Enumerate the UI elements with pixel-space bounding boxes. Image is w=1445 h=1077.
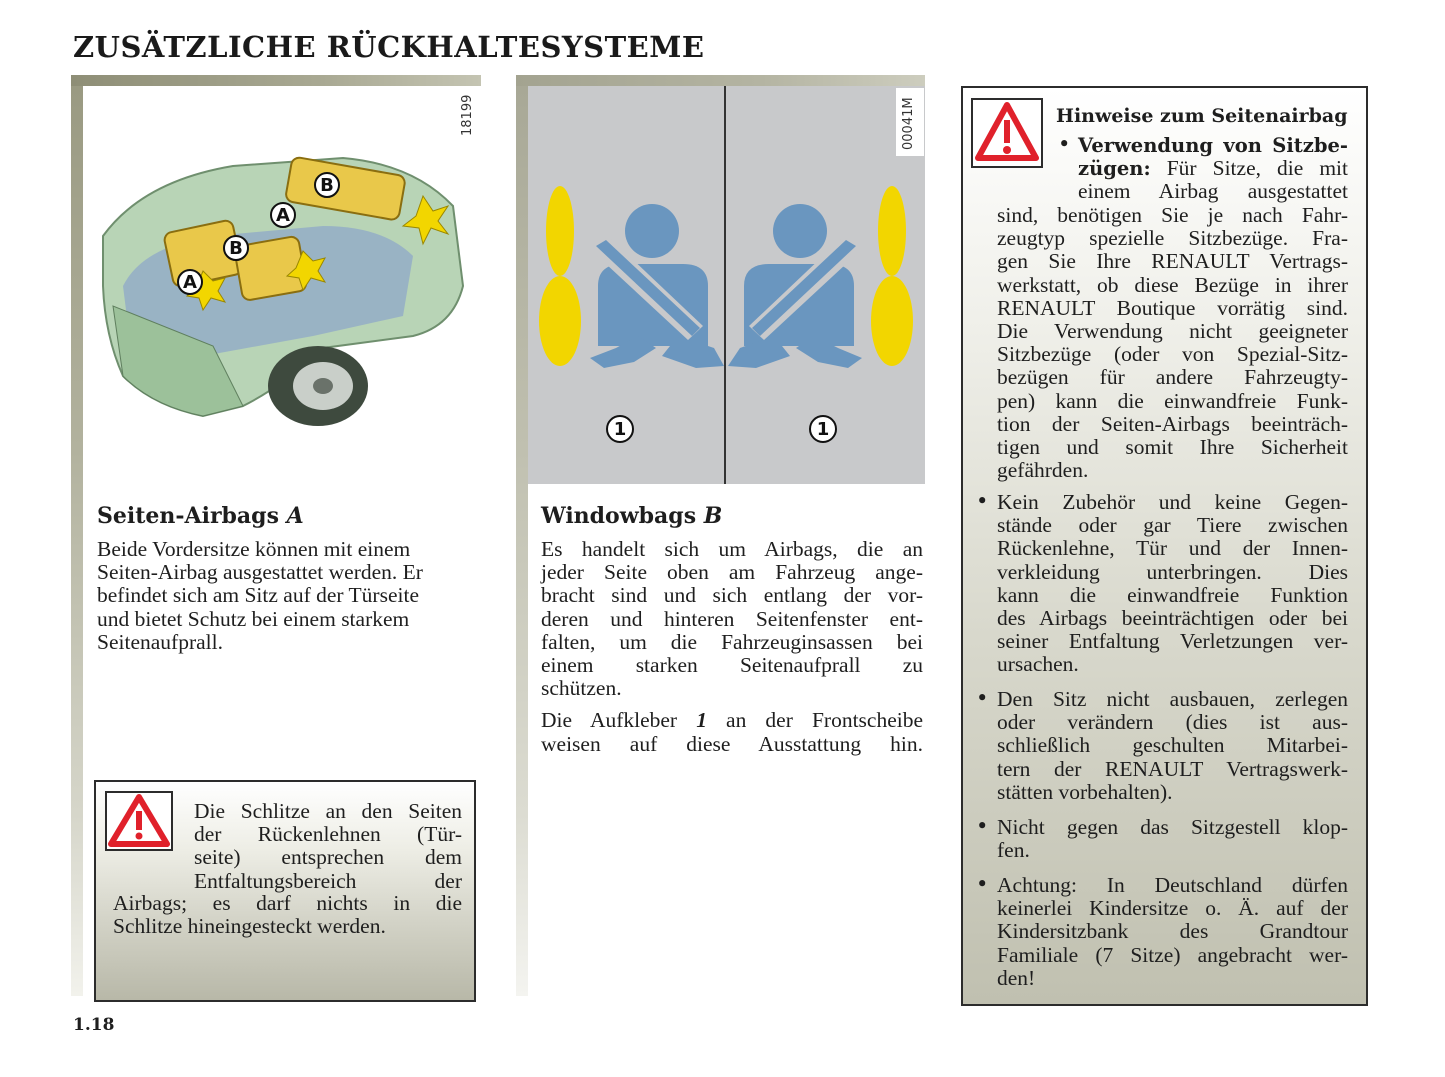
text-line: sind, benötigen Sie je nach Fahr-	[997, 203, 1348, 227]
sticker-note	[541, 709, 923, 755]
text-line: schließlich geschulten Mitarbei-	[997, 733, 1348, 758]
text-line: gen Sie Ihre RENAULT Vertrags-	[997, 249, 1348, 274]
text-line: tern der RENAULT Vertragswerk-	[997, 756, 1348, 781]
heading-text: Seiten-Airbags	[97, 503, 279, 529]
text-line: Airbags; es darf nichts in die	[113, 891, 462, 915]
column-header-bar	[516, 75, 925, 86]
windowbags-section	[541, 503, 923, 756]
heading-text: Windowbags	[541, 503, 697, 529]
text-line: keinerlei Kindersitze o. Ä. auf der	[997, 896, 1348, 921]
side-airbags-text	[97, 538, 479, 654]
warning-icon-frame	[105, 791, 173, 851]
notes-bullet-3	[997, 688, 1348, 804]
text-line: Sitzbezüge (oder von Spezial-Sitz-	[997, 342, 1348, 367]
text-line: jeder Seite oben am Fahrzeug ange-	[541, 560, 923, 585]
column-header-bar	[71, 75, 481, 86]
text-line: seite) entsprechen dem	[194, 845, 462, 870]
heading-letter: B	[703, 503, 723, 529]
heading-letter: A	[286, 503, 304, 529]
text-line: bracht sind und sich entlang der vor-	[541, 583, 923, 608]
text-line: pen) kann die einwandfreie Funk-	[997, 388, 1348, 413]
bullet: •	[976, 489, 989, 513]
bullet: •	[1058, 132, 1071, 156]
bold-fragment: zügen:	[1078, 157, 1151, 181]
text-line: seiner Entfaltung Verletzungen ver-	[997, 629, 1348, 654]
figure-ref-code: 18199	[460, 94, 475, 136]
slots-warning-box	[94, 780, 476, 1002]
car-label: A	[276, 205, 290, 226]
car-cutaway-icon	[83, 86, 481, 484]
text-line: einem starken Seitenaufprall zu	[541, 653, 923, 678]
slots-warning-text	[194, 800, 462, 893]
text-line: tigen und somit Ihre Sicherheit	[997, 435, 1348, 460]
notes-bullet-1-cont	[997, 204, 1348, 482]
text-line: stätten vorbehalten).	[997, 779, 1173, 804]
bullet: •	[976, 814, 989, 838]
sticker-line-2: weisen auf diese Ausstattung hin.	[541, 731, 923, 756]
text-line: Rückenlehne, Tür und der Innen-	[997, 536, 1348, 561]
text-line: stände oder gar Tiere zwischen	[997, 513, 1348, 538]
text-line: Familiale (7 Sitze) angebracht wer-	[997, 942, 1348, 967]
column-side-bar	[71, 86, 83, 996]
text-line: ursachen.	[997, 652, 1079, 677]
text-line: Seiten-Airbag ausgestattet werden. Er	[97, 560, 423, 585]
side-airbag-notes-box	[961, 86, 1368, 1006]
text-line: RENAULT Boutique vorrätig sind.	[997, 295, 1348, 320]
text-line: kann die einwandfreie Funktion	[997, 582, 1348, 607]
text-line: Entfaltungsbereich der	[194, 868, 462, 893]
bullet: •	[976, 872, 989, 896]
text-line: tion der Seiten-Airbags beeinträch-	[997, 411, 1348, 436]
text-fragment: an der Frontscheibe	[726, 708, 924, 733]
windowbags-heading	[541, 503, 923, 529]
warning-triangle-icon	[973, 100, 1041, 166]
sticker-number: 1	[696, 708, 707, 733]
text-line: den!	[997, 965, 1036, 990]
text-line: gefährden.	[997, 458, 1089, 483]
text-line: Verwendung von Sitzbe-	[1078, 134, 1348, 157]
text-line: schützen.	[541, 676, 622, 701]
car-label: B	[229, 238, 243, 259]
text-line: Kindersitzbank des Grandtour	[997, 919, 1348, 944]
notes-bullet-1	[1078, 134, 1348, 204]
text-line: befindet sich am Sitz auf der Türseite	[97, 583, 419, 608]
text-line: oder verändern (dies ist aus-	[997, 710, 1348, 735]
text-fragment: Die Aufkleber	[541, 708, 678, 733]
car-airbag-illustration	[83, 86, 481, 484]
seated-occupant-icon	[528, 86, 925, 484]
text-line: Nicht gegen das Sitzgestell klop-	[997, 815, 1348, 839]
sticker-marker: 1	[613, 419, 627, 440]
column-side-bar	[516, 86, 528, 996]
text-line: Kein Zubehör und keine Gegen-	[997, 490, 1348, 514]
notes-bullet-4	[997, 816, 1348, 862]
text-line: Die Schlitze an den Seiten	[194, 799, 462, 823]
text-line: des Airbags beeinträchtigen oder bei	[997, 606, 1348, 631]
text-line: fen.	[997, 838, 1030, 863]
text-line: einem Airbag ausgestattet	[1078, 179, 1348, 204]
windowbags-text	[541, 538, 923, 700]
warning-icon-frame	[971, 98, 1043, 168]
text-line: Beide Vordersitze können mit einem	[97, 537, 411, 561]
text-line: Es handelt sich um Airbags, die an	[541, 537, 923, 561]
windowbag-illustration	[528, 86, 925, 484]
text-line: Den Sitz nicht ausbauen, zerlegen	[997, 687, 1348, 711]
text-line: deren und hinteren Seitenfenster ent-	[541, 606, 923, 631]
side-airbags-heading	[97, 503, 479, 529]
text-line: Achtung: In Deutschland dürfen	[997, 873, 1348, 897]
page-title: ZUSÄTZLICHE RÜCKHALTESYSTEME	[73, 30, 705, 64]
car-label: A	[183, 272, 197, 293]
warning-triangle-icon	[107, 793, 171, 849]
text-line: werkstatt, ob diese Bezüge in ihrer	[997, 272, 1348, 297]
text-line: bezügen für andere Fahrzeugty-	[997, 365, 1348, 390]
page-number: 1.18	[73, 1015, 115, 1035]
text-fragment: Für Sitze, die mit	[1166, 156, 1349, 181]
text-line: Seitenaufprall.	[97, 629, 223, 654]
text-line	[1078, 157, 1348, 180]
text-line: Die Verwendung nicht geeigneter	[997, 319, 1348, 344]
slots-warning-text-cont	[113, 892, 462, 938]
text-line: zeugtyp spezielle Sitzbezüge. Fra-	[997, 226, 1348, 251]
text-line: der Rückenlehnen (Tür-	[194, 822, 462, 847]
bullet: •	[976, 686, 989, 710]
text-line: verkleidung unterbringen. Dies	[997, 559, 1348, 584]
sticker-line-1	[541, 709, 923, 732]
car-label: B	[320, 175, 334, 196]
text-line: falten, um die Fahrzeuginsassen bei	[541, 629, 923, 654]
text-line: und bietet Schutz bei einem starkem	[97, 606, 410, 631]
figure-ref-code: 00041M	[901, 97, 916, 150]
notes-bullet-2	[997, 491, 1348, 677]
side-airbags-section	[97, 503, 479, 654]
notes-title: Hinweise zum Seitenairbag	[1056, 105, 1348, 127]
notes-bullet-5	[997, 874, 1348, 990]
sticker-marker: 1	[816, 419, 830, 440]
text-line: Schlitze hineingesteckt werden.	[113, 914, 386, 939]
